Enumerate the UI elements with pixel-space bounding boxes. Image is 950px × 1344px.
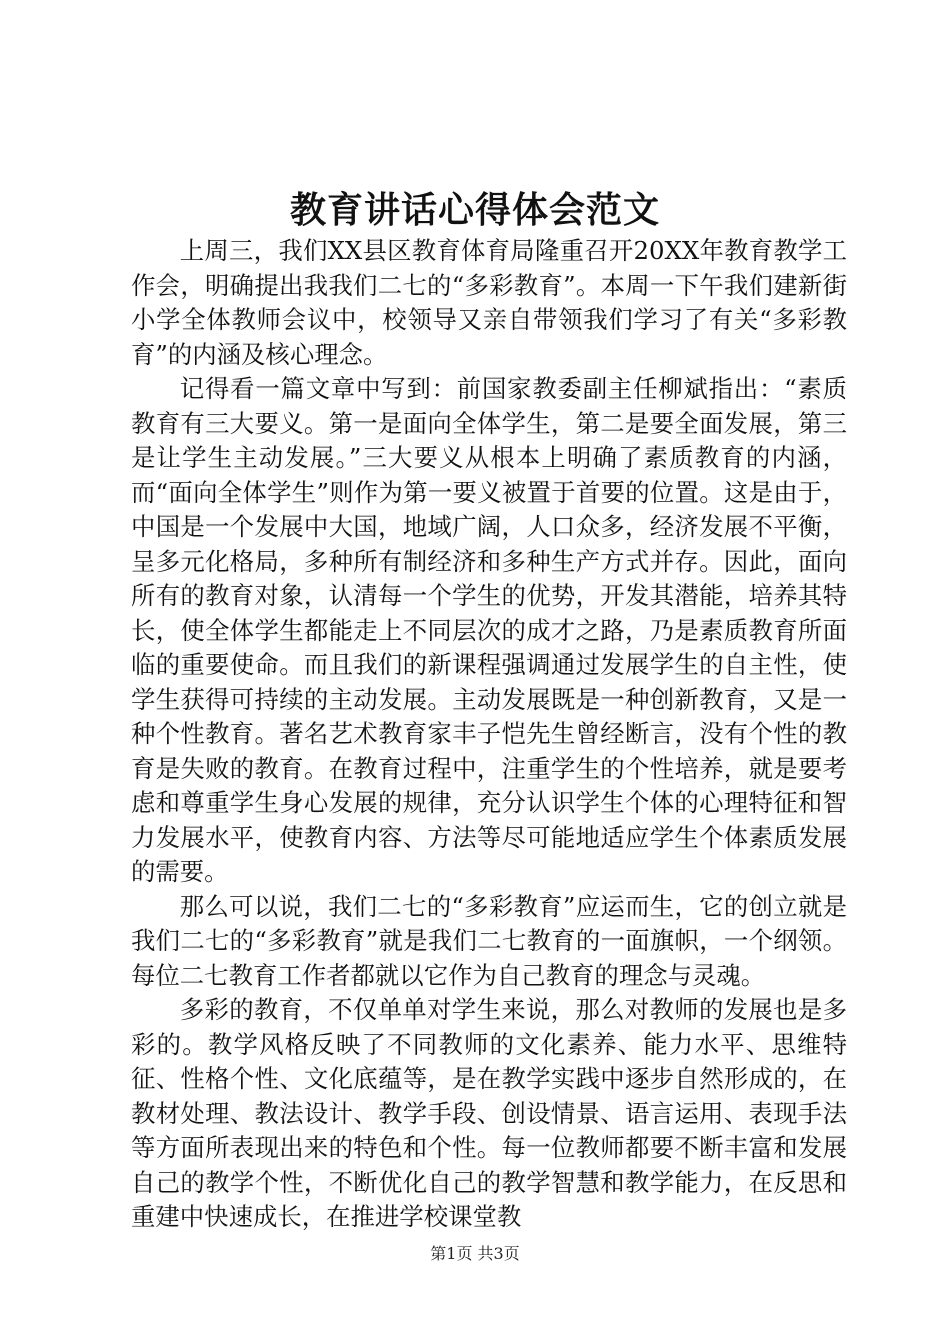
paragraph-2: 记得看一篇文章中写到：前国家教委副主任柳斌指出：“素质教育有三大要义。第一是面向全体学生，第二是要全面发展，第三是让学生主动发展。”三大要义从根本上明确了素质教育的内涵，而“面向全体学生”则作为第一要义被置于首要的位置。这是由于，中国是一个发展中大国，地域广阔，人口众多，经济发展不平衡，呈多元化格局，多种所有制经济和多种生产方式并存。因此，面向所有的教育对象，认清每一个学生的优势，开发其潜能，培养其特长，使全体学生都能走上不同层次的成才之路，乃是素质教育所面临的重要使命。而且我们的新课程强调通过发展学生的自主性，使学生获得可持续的主动发展。主动发展既是一种创新教育，又是一种个性教育。著名艺术教育家丰子恺先生曾经断言，没有个性的教育是失败的教育。在教育过程中，注重学生的个性培养，就是要考虑和尊重学生身心发展的规律，充分认识学生个体的心理特征和智力发展水平，使教育内容、方法等尽可能地适应学生个体素质发展的需要。 xyxy=(131,374,847,886)
paragraph-4: 多彩的教育，不仅单单对学生来说，那么对教师的发展也是多彩的。教学风格反映了不同教师的文化素养、能力水平、思维特征、性格个性、文化底蕴等，是在教学实践中逐步自然形成的，在教材处理、教法设计、教学手段、创设情景、语言运用、表现手法等方面所表现出来的特色和个性。每一位教师都要不断丰富和发展自己的教学个性，不断优化自己的教学智慧和教学能力，在反思和重建中快速成长，在推进学校课堂教 xyxy=(131,995,847,1231)
page-footer: 第1页 共3页 xyxy=(430,1244,520,1263)
document-title: 教育讲话心得体会范文 xyxy=(289,189,660,231)
paragraph-3: 那么可以说，我们二七的“多彩教育”应运而生，它的创立就是我们二七的“多彩教育”就是我们二七教育的一面旗帜，一个纲领。每位二七教育工作者都就以它作为自己教育的理念与灵魂。 xyxy=(131,891,847,990)
paragraph-1: 上周三，我们XX县区教育体育局隆重召开20XX年教育教学工作会，明确提出我我们二七的“多彩教育”。本周一下午我们建新街小学全体教师会议中，校领导又亲自带领我们学习了有关“多彩教育”的内涵及核心理念。 xyxy=(131,236,847,369)
document-body xyxy=(131,234,847,1235)
